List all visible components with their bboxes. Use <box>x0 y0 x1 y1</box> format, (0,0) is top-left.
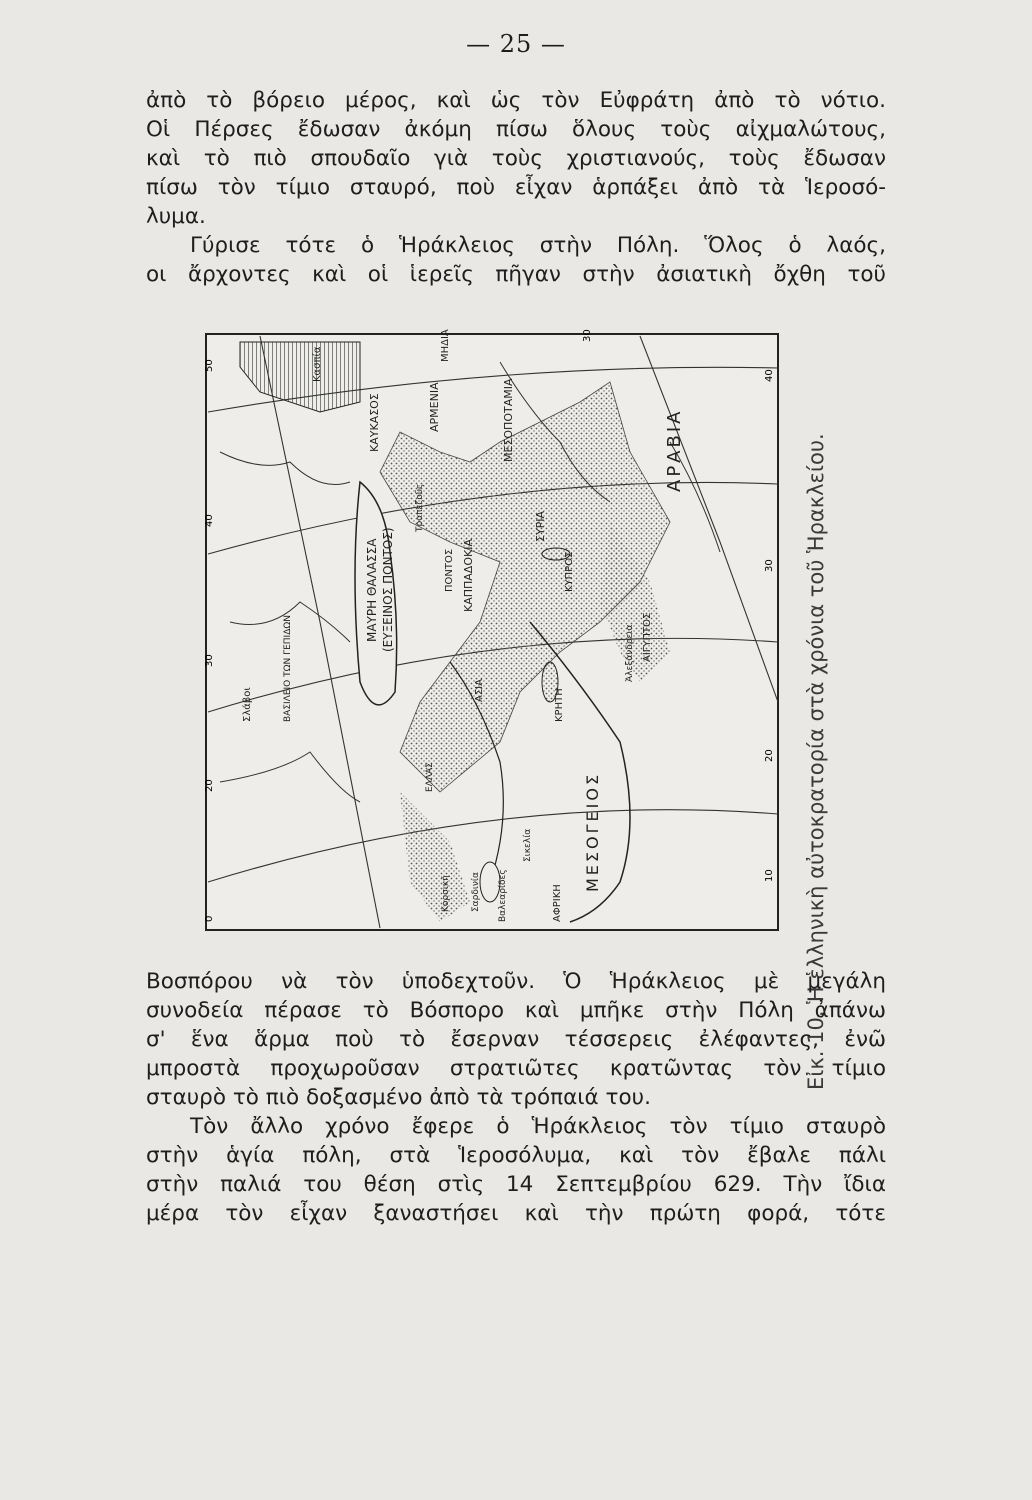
map-svg <box>200 322 786 940</box>
text-line: μπροστὰ προχωροῦσαν στρατιῶτες κρατῶντας τὸν τίμιο <box>146 1056 886 1081</box>
text-line: πίσω τὸν τίμιο σταυρό, ποὺ εἶχαν ἁρπάξει ἀπὸ τὰ Ἱεροσό- <box>146 175 886 200</box>
grid-label: 20 <box>764 749 775 762</box>
text-line: στὴν παλιά του θέση στὶς 14 Σεπτεμβρίου 629. Τὴν ἴδια <box>146 1172 886 1197</box>
grid-label: 20 <box>204 779 215 792</box>
top-text-block <box>146 86 886 289</box>
map-label-slavs: Σλάβοι <box>242 687 253 722</box>
map-label-asia: ΑΣΙΑ <box>474 679 485 702</box>
figure-caption: Εἰκ. 10. Ἡ ἑλληνικὴ αὐτοκρατορία στὰ χρόνια τοῦ Ἡρακλείου. <box>804 433 828 1090</box>
map-label-pontos: ΠΟΝΤΟΣ <box>444 548 455 592</box>
text-line: καὶ τὸ πιὸ σπουδαῖο γιὰ τοὺς χριστιανούς, τοὺς ἔδωσαν <box>146 146 886 171</box>
text-line: σταυρὸ τὸ πιὸ δοξασμένο ἀπὸ τὰ τρόπαιά του. <box>146 1085 651 1110</box>
map-label-africa: ΑΦΡΙΚΗ <box>552 884 563 922</box>
map-label-syria: ΣΥΡΙΑ <box>534 510 547 542</box>
map-label-egypt: ΑΙΓΥΠΤΟΣ <box>642 612 653 662</box>
map-label-sardinia: Σαρδινία <box>471 872 481 912</box>
text-line: λυμα. <box>146 204 206 229</box>
grid-label: 30 <box>764 559 775 572</box>
map-label-armenia: ΑΡΜΕΝΙΑ <box>428 382 441 432</box>
text-line: σ' ἕνα ἅρμα ποὺ τὸ ἔσερναν τέσσερεις ἐλέφαντες, ἐνῶ <box>146 1027 886 1052</box>
page-number: — 25 — <box>466 30 566 58</box>
map-label-mesopotamia: ΜΕΣΟΠΟΤΑΜΙΑ <box>502 378 515 462</box>
map-label-caspian: Κασπία <box>312 346 323 382</box>
map-label-alexandria: Ἀλεξάνδρεια <box>625 624 635 682</box>
grid-label: 40 <box>204 514 215 527</box>
grid-label: 30 <box>204 654 215 667</box>
map-label-hellas: ΕΛΛΑΣ <box>425 762 435 792</box>
map-label-baleares: Βαλεαρίδες <box>498 869 508 922</box>
map-label-gepids: ΒΑΣΙΛΕΙΟ ΤΩΝ ΓΕΠΙΔΩΝ <box>283 615 293 722</box>
grid-label: 10 <box>764 869 775 882</box>
map-label-cyprus: ΚΥΠΡΟΣ <box>564 551 575 592</box>
grid-label: 40 <box>764 369 775 382</box>
island-sardinia <box>480 862 500 902</box>
map-label-corsica: Κορσική <box>441 875 451 912</box>
map-label-caucasus: ΚΑΥΚΑΣΟΣ <box>368 393 381 452</box>
bottom-text-block <box>146 967 886 1228</box>
map-label-black-sea: ΜΑΥΡΗ ΘΑΛΑΣΣΑ <box>365 538 379 642</box>
text-line: συνοδεία πέρασε τὸ Βόσπορο καὶ μπῆκε στὴν Πόλη ἀπάνω <box>146 998 886 1023</box>
text-line: στὴν ἁγία πόλη, στὰ Ἱεροσόλυμα, καὶ τὸν ἔβαλε πάλι <box>146 1143 886 1168</box>
text-line: ἀπὸ τὸ βόρειο μέρος, καὶ ὡς τὸν Εὐφράτη ἀπὸ τὸ νότιο. <box>146 88 886 113</box>
text-line: μέρα τὸν εἶχαν ξαναστήσει καὶ τὴν πρώτη φορά, τότε <box>146 1201 886 1226</box>
map-label-euxeinos: (ΕΥΞΕΙΝΟΣ ΠΟΝΤΟΣ) <box>381 527 395 652</box>
text-line: Οἱ Πέρσες ἔδωσαν ἀκόμη πίσω ὅλους τοὺς αἰχμαλώτους, <box>146 117 886 142</box>
map-label-crete: ΚΡΗΤΗ <box>554 688 565 722</box>
text-line: Βοσπόρου νὰ τὸν ὑποδεχτοῦν. Ὁ Ἡράκλειος μὲ μεγάλη <box>146 969 886 994</box>
text-line: Τὸν ἄλλο χρόνο ἔφερε ὁ Ἡράκλειος τὸν τίμιο σταυρὸ <box>190 1114 886 1139</box>
grid-label: 0 <box>204 915 215 922</box>
map-label-cappadocia: ΚΑΠΠΑΔΟΚΙΑ <box>462 539 475 612</box>
text-line: οι ἄρχοντες καὶ οἱ ἱερεῖς πῆγαν στὴν ἀσιατικὴ ὄχθη τοῦ <box>146 262 886 287</box>
grid-label: 50 <box>204 359 215 372</box>
map-label-mesogeios: ΜΕΣΟΓΕΙΟΣ <box>583 771 602 892</box>
text-line: Γύρισε τότε ὁ Ἡράκλειος στὴν Πόλη. Ὅλος ὁ λαός, <box>190 233 886 258</box>
map-label-sicily: Σικελία <box>523 828 533 862</box>
map-figure <box>200 322 786 940</box>
map-label-arabia: ΑΡΑΒΙΑ <box>664 408 685 492</box>
grid-label: 30 <box>582 329 593 342</box>
map-label-media: ΜΗΔΙΑ <box>440 329 451 362</box>
map-label-trapezous: Τραπεζοῦς <box>415 483 425 532</box>
